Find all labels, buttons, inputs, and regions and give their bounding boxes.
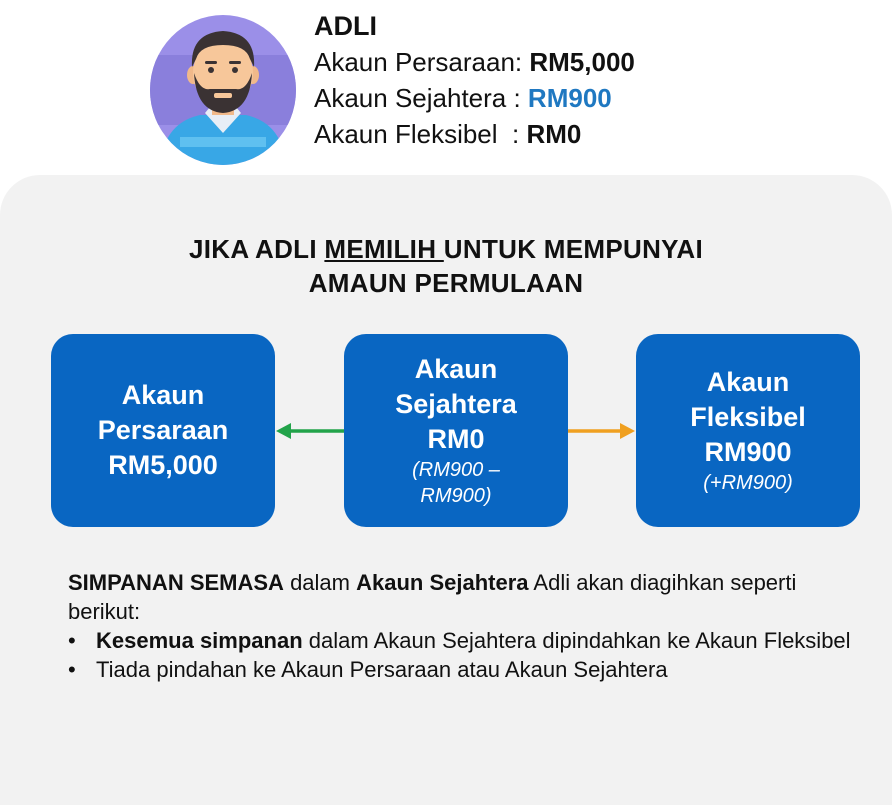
description-bullets [68, 626, 868, 684]
box-title-line-2: Sejahtera [395, 389, 517, 419]
bullet-icon: • [68, 657, 76, 682]
bullet-item [68, 626, 868, 655]
heading-underlined: MEMILIH [324, 234, 444, 264]
box-title-line-1: Akaun [121, 380, 205, 410]
box-amount: RM5,000 [108, 450, 218, 480]
account-line-sejahtera [314, 80, 874, 116]
heading-part-1: JIKA ADLI [188, 234, 325, 264]
heading-part-2: UNTUK MEMPUNYAI [443, 234, 704, 264]
box-title-line-2: Fleksibel [690, 402, 806, 432]
bullet-icon: • [68, 628, 76, 653]
avatar-icon [150, 15, 296, 165]
heading-line-2: AMAUN PERMULAAN [308, 268, 584, 298]
account-amount: RM0 [526, 119, 582, 149]
lead-bold-1: SIMPANAN SEMASA [68, 570, 284, 595]
lead-text-2: Adli akan diagihkan seperti berikut: [68, 570, 797, 624]
lead-text-1: dalam [283, 570, 357, 595]
box-note-line-2: RM900) [420, 485, 492, 507]
box-amount: RM0 [427, 424, 485, 454]
account-line-persaraan [314, 44, 874, 80]
scenario-heading [0, 232, 892, 300]
heading-line-1 [0, 232, 892, 266]
bullet-bold: Kesemua simpanan [96, 628, 303, 653]
bullet-text: dalam Akaun Sejahtera dipindahkan ke Akaun Fleksibel [302, 628, 851, 653]
description-lead [68, 568, 868, 626]
account-label: Akaun Fleksibel : [314, 119, 527, 149]
account-label: Akaun Persaraan: [314, 47, 530, 77]
box-title-line-1: Akaun [706, 367, 790, 397]
account-line-fleksibel [314, 116, 874, 152]
bullet-item [68, 655, 868, 684]
account-label: Akaun Sejahtera : [314, 83, 528, 113]
box-title-line-1: Akaun [414, 354, 498, 384]
box-title-line-2: Persaraan [97, 415, 229, 445]
box-amount: RM900 [704, 437, 792, 467]
distribution-description [68, 568, 868, 684]
lead-bold-2: Akaun Sejahtera [356, 570, 529, 595]
box-akaun-persaraan [51, 334, 275, 527]
box-note: (+RM900) [703, 472, 793, 494]
account-amount: RM5,000 [529, 47, 635, 77]
member-info [314, 10, 874, 152]
box-akaun-fleksibel [636, 334, 860, 527]
member-name: ADLI [314, 11, 377, 41]
account-amount: RM900 [527, 83, 612, 113]
box-akaun-sejahtera [344, 334, 568, 527]
box-note-line-1: (RM900 – [412, 459, 500, 481]
bullet-text: Tiada pindahan ke Akaun Persaraan atau Akaun Sejahtera [96, 657, 668, 682]
